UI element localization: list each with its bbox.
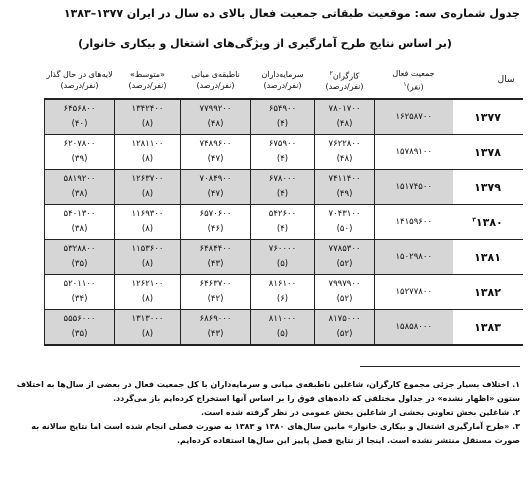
header-transitional: لایه‌های در حال گذار (نفر/درصد): [46, 70, 113, 90]
table-row: [45, 275, 523, 310]
table-row: [45, 170, 523, 205]
middle-cell: ۱۲۸۱۱۰۰ (۸): [115, 135, 181, 170]
header-capitalists: سرمایه‌داران (نفر/درصد): [261, 70, 304, 90]
active-cell: ۱۵۸۵۸۰۰۰: [375, 310, 453, 346]
table-row: [45, 205, 523, 240]
table-row: [45, 99, 523, 135]
capitalists-cell: ۸۱۶۱۰۰ (۶): [251, 275, 315, 310]
year-cell: ۱۳۸۲: [453, 275, 523, 310]
workers-cell: ۷۴۱۱۴۰۰ (۴۹): [315, 170, 375, 205]
active-cell: ۱۵۰۲۹۸۰۰: [375, 240, 453, 275]
middle-salaried-cell: ۷۷۹۹۲۰۰ (۴۸): [181, 99, 251, 135]
footnote-3: ۳. «طرح آمارگیری اشتغال و بیکاری خانوار» مابین سال‌های ۱۳۸۰ و ۱۳۸۳ به صورت فصلی انجام شده است اما نتایج سالانه به صورت مستقل منتشر نشده است. اینجا از نتایج فصل پاییز این سال‌ها استفاده کرده‌ایم.: [31, 422, 520, 445]
year-cell: ۱۳۸۱: [453, 240, 523, 275]
middle-cell: ۱۱۶۹۳۰۰ (۸): [115, 205, 181, 240]
capitalists-cell: ۸۱۱۰۰۰ (۵): [251, 310, 315, 346]
capitalists-cell: ۷۶۰۰۰۰ (۵): [251, 240, 315, 275]
transitional-cell: ۵۳۲۸۸۰۰ (۳۵): [45, 240, 115, 275]
middle-cell: ۱۳۱۳۰۰۰ (۸): [115, 310, 181, 346]
table-row: [45, 310, 523, 346]
active-cell: ۱۶۲۵۸۷۰۰: [375, 99, 453, 135]
middle-salaried-cell: ۶۸۶۹۰۰۰ (۴۳): [181, 310, 251, 346]
transitional-cell: ۵۸۱۹۲۰۰ (۳۸): [45, 170, 115, 205]
header-workers: کارگران$^۲$ (نفر/درصد): [325, 69, 364, 92]
year-cell: ۱۳۷۷: [453, 99, 523, 135]
header-year: سال: [497, 74, 515, 85]
year-cell: ۱۳۷۸: [453, 135, 523, 170]
workers-cell: ۷۹۹۷۹۰۰ (۵۲): [315, 275, 375, 310]
transitional-cell: ۵۵۵۶۰۰۰ (۳۵): [45, 310, 115, 346]
active-cell: ۱۵۱۷۴۵۰۰: [375, 170, 453, 205]
workers-cell: ۸۱۷۵۰۰۰ (۵۲): [315, 310, 375, 346]
transitional-cell: ۶۴۵۶۸۰۰ (۴۰): [45, 99, 115, 135]
footnotes: [15, 378, 520, 448]
header-middle-salaried: ناطبقه‌ی میانی (نفر/درصد): [191, 70, 240, 90]
footnote-1: ۱. اختلاف بسیار جزئی مجموع کارگران، شاغلین ناطبقه‌ی میانی و سرمایه‌داران با کل جمعیت فعال در بعضی از سال‌ها به اختلاف ستون «اظهار نشده» در جداول مختلفی که داده‌های فوق را بر اساس آنها استخراج کرده‌ایم باز می‌گردد.: [16, 380, 520, 403]
capitalists-cell: ۵۴۲۶۰۰ (۴): [251, 205, 315, 240]
middle-cell: ۱۲۶۳۷۰۰ (۸): [115, 170, 181, 205]
middle-salaried-cell: ۶۴۶۳۷۰۰ (۴۲): [181, 275, 251, 310]
table-subtitle: (بر اساس نتایج طرح آمارگیری از ویژگی‌های اشتغال و بیکاری خانوار): [78, 37, 452, 50]
header-row: [45, 62, 523, 99]
capitalists-cell: ۶۵۴۹۰۰ (۴): [251, 99, 315, 135]
footnote-2: ۲. شاغلین بخش تعاونی بخشی از شاغلین بخش عمومی در نظر گرفته شده است.: [200, 408, 520, 417]
transitional-cell: ۶۲۰۷۸۰۰ (۳۹): [45, 135, 115, 170]
workers-cell: ۷۶۲۲۸۰۰ (۴۸): [315, 135, 375, 170]
data-table: [44, 62, 523, 346]
table-row: [45, 135, 523, 170]
year-cell: ۱۳۷۹: [453, 170, 523, 205]
header-active: جمعیت فعال (نفر)$^۱$: [392, 68, 435, 92]
footnote-divider: [360, 366, 520, 367]
table-row: [45, 240, 523, 275]
middle-cell: ۱۳۴۲۴۰۰ (۸): [115, 99, 181, 135]
workers-cell: ۷۷۸۵۳۰۰ (۵۲): [315, 240, 375, 275]
header-middle: «متوسط» (نفر/درصد): [128, 70, 167, 90]
year-cell: $^۳$۱۳۸۰: [453, 205, 523, 240]
transitional-cell: ۵۴۰۱۳۰۰ (۳۸): [45, 205, 115, 240]
capitalists-cell: ۶۷۵۹۰۰ (۴): [251, 135, 315, 170]
middle-salaried-cell: ۶۵۷۰۶۰۰ (۴۶): [181, 205, 251, 240]
middle-salaried-cell: ۷۰۸۴۹۰۰ (۴۷): [181, 170, 251, 205]
active-cell: ۱۵۷۸۹۱۰۰: [375, 135, 453, 170]
table-title: جدول شماره‌ی سه: موقعیت طبقاتی جمعیت فعال بالای ده سال در ایران ۱۳۷۷–۱۳۸۳: [63, 7, 520, 20]
middle-cell: ۱۱۵۳۶۰۰ (۸): [115, 240, 181, 275]
middle-salaried-cell: ۶۴۸۴۴۰۰ (۴۳): [181, 240, 251, 275]
middle-cell: ۱۲۶۲۱۰۰ (۸): [115, 275, 181, 310]
capitalists-cell: ۶۷۸۰۰۰ (۴): [251, 170, 315, 205]
active-cell: ۱۴۱۵۹۶۰۰: [375, 205, 453, 240]
middle-salaried-cell: ۷۴۸۹۶۰۰ (۴۷): [181, 135, 251, 170]
active-cell: ۱۵۲۷۷۸۰۰: [375, 275, 453, 310]
year-cell: ۱۳۸۳: [453, 310, 523, 346]
workers-cell: ۷۰۴۳۱۰۰ (۵۰): [315, 205, 375, 240]
transitional-cell: ۵۲۰۱۱۰۰ (۳۴): [45, 275, 115, 310]
workers-cell: ۷۸۰۱۷۰۰ (۴۸): [315, 99, 375, 135]
